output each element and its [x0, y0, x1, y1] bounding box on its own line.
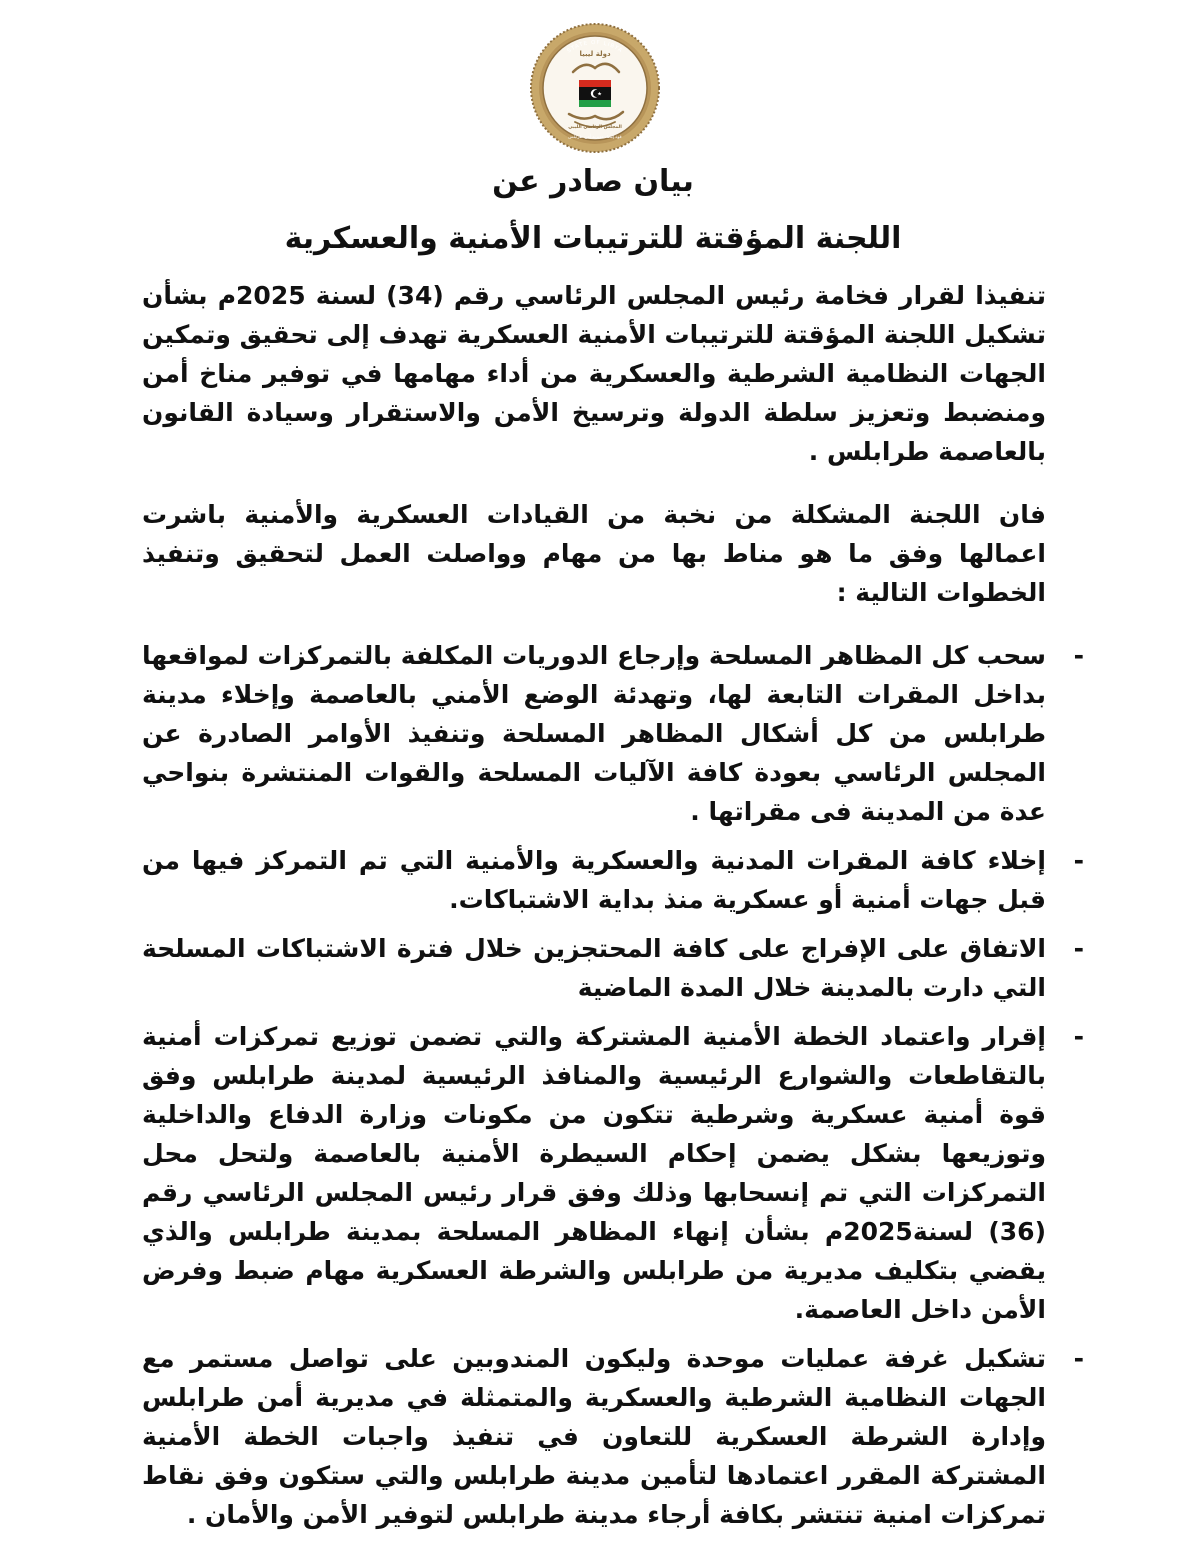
list-item-text: تشكيل غرفة عمليات موحدة وليكون المندوبين على تواصل مستمر مع الجهات النظامية الشرطية والعسكرية والمتمثلة في مديرية أمن طرابلس وإدارة الشرطة العسكرية للتعاون في تنفيذ واجبات الخطة الأمنية المشتركة المقرر اعتمادها لتأمين مدينة طرابلس والتي ستكون وفق نقاط تمركزات امنية تنتشر بكافة أرجاء مدينة طرابلس لتوفير الأمن والأمان .: [142, 1344, 1046, 1529]
list-item-text: الاتفاق على الإفراج على كافة المحتجزين خلال فترة الاشتباكات المسلحة التي دارت بالمدينة خلال المدة الماضية: [142, 934, 1046, 1002]
state-seal: [529, 22, 661, 154]
seal-outer-text: STATE OF LIBYA: [566, 39, 624, 55]
list-item: [142, 1339, 1084, 1534]
seal-country-text: دولة ليبيا: [579, 50, 611, 58]
statement-body: [142, 276, 1084, 1544]
statement-heading: بيان صادر عن: [492, 164, 694, 199]
list-item: [142, 1017, 1084, 1329]
bullet-icon: -: [1073, 641, 1084, 670]
list-item-text: إخلاء كافة المقرات المدنية والعسكرية والأمنية التي تم التمركز فيها من قبل جهات أمنية أو عسكرية منذ بداية الاشتباكات.: [142, 846, 1046, 914]
seal-directorate-text: قوة إسناد مديرية أمن طرابلس: [568, 134, 622, 139]
bullet-icon: -: [1073, 1022, 1084, 1051]
steps-list: [142, 636, 1084, 1534]
bullet-icon: -: [1073, 846, 1084, 875]
list-item: [142, 929, 1084, 1007]
list-item: [142, 636, 1084, 831]
seal-emblem-icon: [529, 22, 661, 154]
list-item: [142, 841, 1084, 919]
committee-name-heading: اللجنة المؤقتة للترتيبات الأمنية والعسكرية: [284, 221, 902, 256]
intro-paragraph: تنفيذا لقرار فخامة رئيس المجلس الرئاسي رقم (34) لسنة 2025م بشأن تشكيل اللجنة المؤقتة للترتيبات الأمنية العسكرية تهدف إلى تحقيق وتمكين الجهات النظامية الشرطية والعسكرية من أداء مهامها في توفير مناخ أمن ومنضبط وتعزيز سلطة الدولة وترسيخ الأمن والاستقرار وسيادة القانون بالعاصمة طرابلس .: [142, 281, 1047, 466]
bullet-icon: -: [1073, 934, 1084, 963]
bullet-icon: -: [1073, 1344, 1084, 1373]
seal-council-text: المجلس الرئاسي الليبي: [568, 125, 622, 130]
steps-intro-paragraph: فان اللجنة المشكلة من نخبة من القيادات العسكرية والأمنية باشرت اعمالها وفق ما هو مناط بها من مهام وواصلت العمل لتحقيق وتنفيذ الخطوات التالية :: [142, 500, 1046, 607]
flag-red-stripe: [579, 80, 611, 87]
list-item-text: إقرار واعتماد الخطة الأمنية المشتركة والتي تضمن توزيع تمركزات أمنية بالتقاطعات والشوارع الرئيسية والمنافذ الرئيسية لمدينة طرابلس وفق قوة أمنية عسكرية وشرطية تتكون من مكونات وزارة الدفاع والداخلية وتوزيعها بشكل يضمن إحكام السيطرة الأمنية بالعاصمة ولتحل محل التمركزات التي تم إنسحابها وذلك وفق قرار رئيس المجلس الرئاسي رقم (36) لسنة2025م بشأن إنهاء المظاهر المسلحة بمدينة طرابلس والذي يقضي بتكليف مديرية من طرابلس والشرطة العسكرية مهام ضبط وفرض الأمن داخل العاصمة.: [142, 1022, 1046, 1324]
flag-green-stripe: [579, 100, 611, 107]
list-item-text: سحب كل المظاهر المسلحة وإرجاع الدوريات المكلفة بالتمركزات لمواقعها بداخل المقرات التابعة لها، وتهدئة الوضع الأمني بالعاصمة وإخلاء مدينة طرابلس من كل أشكال المظاهر المسلحة وتنفيذ الأوامر الصادرة عن المجلس الرئاسي بعودة كافة الآليات المسلحة والقوات المنتشرة بنواحي عدة من المدينة فى مقراتها .: [142, 641, 1046, 826]
